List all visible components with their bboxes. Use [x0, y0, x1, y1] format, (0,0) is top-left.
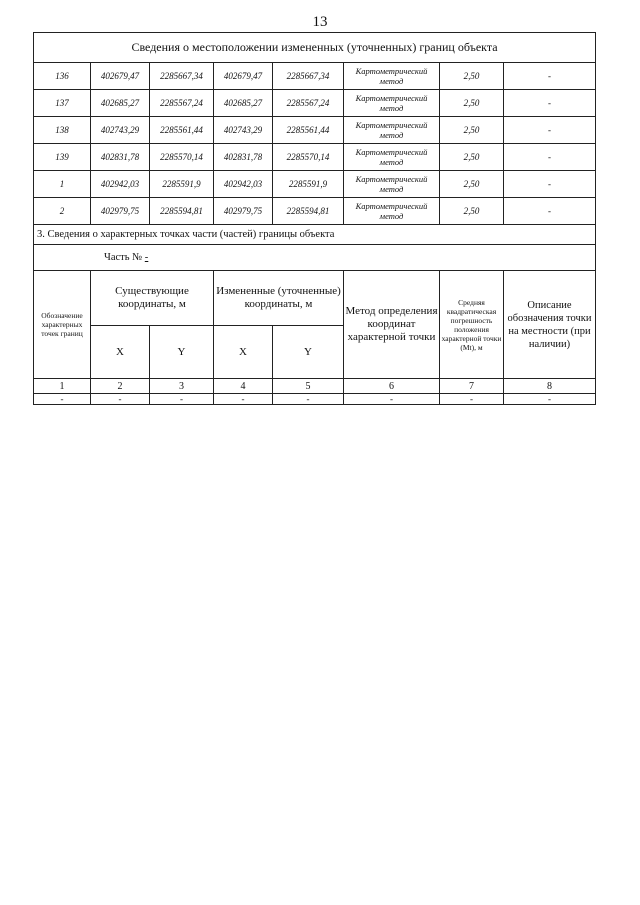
cell-x1: 402679,47: [91, 63, 150, 90]
cell-y1: 2285667,34: [150, 63, 214, 90]
cell-x1: 402942,03: [91, 171, 150, 198]
table-row: [34, 63, 596, 90]
cell-num: 139: [34, 144, 91, 171]
table-row: [34, 144, 596, 171]
cell-desc: -: [504, 117, 596, 144]
cell-x2: 402685,27: [214, 90, 273, 117]
cell-x2: 402831,78: [214, 144, 273, 171]
cell-y1: 2285570,14: [150, 144, 214, 171]
column-number: 8: [504, 379, 596, 394]
header-x-existing: X: [91, 326, 150, 379]
section3-title: 3. Сведения о характерных точках части (частей) границы объекта: [34, 225, 596, 245]
empty-cell: -: [150, 394, 214, 405]
cell-method: Картометрический метод: [344, 117, 440, 144]
empty-cell: -: [344, 394, 440, 405]
boundary-table: [33, 32, 596, 405]
header-changed: Измененные (уточненные) координаты, м: [214, 271, 344, 326]
cell-y1: 2285561,44: [150, 117, 214, 144]
cell-desc: -: [504, 144, 596, 171]
column-number: 6: [344, 379, 440, 394]
cell-y2: 2285594,81: [273, 198, 344, 225]
page-number: 13: [312, 14, 328, 30]
cell-method: Картометрический метод: [344, 90, 440, 117]
part-number: [34, 245, 596, 271]
column-number: 2: [91, 379, 150, 394]
cell-desc: -: [504, 171, 596, 198]
header-existing: Существующие координаты, м: [91, 271, 214, 326]
column-number: 4: [214, 379, 273, 394]
cell-y2: 2285570,14: [273, 144, 344, 171]
empty-cell: -: [504, 394, 596, 405]
empty-cell: -: [91, 394, 150, 405]
column-number: 1: [34, 379, 91, 394]
cell-method: Картометрический метод: [344, 144, 440, 171]
header-description: Описание обозначения точки на местности (при наличии): [504, 271, 596, 379]
cell-mt: 2,50: [440, 171, 504, 198]
cell-y2: 2285561,44: [273, 117, 344, 144]
cell-x1: 402831,78: [91, 144, 150, 171]
column-number: 3: [150, 379, 214, 394]
header-designation: Обозначение характерных точек границ: [34, 271, 91, 379]
cell-method: Картометрический метод: [344, 171, 440, 198]
header-y-changed: Y: [273, 326, 344, 379]
header-method: Метод определения координат характерной точки: [344, 271, 440, 379]
cell-desc: -: [504, 198, 596, 225]
empty-cell: -: [440, 394, 504, 405]
cell-mt: 2,50: [440, 117, 504, 144]
cell-y2: 2285591,9: [273, 171, 344, 198]
cell-x2: 402743,29: [214, 117, 273, 144]
cell-desc: -: [504, 90, 596, 117]
table-row: [34, 117, 596, 144]
header-y-existing: Y: [150, 326, 214, 379]
cell-num: 137: [34, 90, 91, 117]
cell-x1: 402685,27: [91, 90, 150, 117]
cell-num: 136: [34, 63, 91, 90]
cell-x2: 402942,03: [214, 171, 273, 198]
table-row: [34, 198, 596, 225]
cell-method: Картометрический метод: [344, 63, 440, 90]
cell-num: 138: [34, 117, 91, 144]
cell-num: 2: [34, 198, 91, 225]
part-label: Часть №: [104, 252, 143, 263]
empty-cell: -: [34, 394, 91, 405]
cell-y1: 2285594,81: [150, 198, 214, 225]
header-x-changed: X: [214, 326, 273, 379]
cell-mt: 2,50: [440, 63, 504, 90]
table-row: [34, 90, 596, 117]
cell-x1: 402979,75: [91, 198, 150, 225]
cell-mt: 2,50: [440, 144, 504, 171]
part-value: -: [144, 252, 149, 263]
cell-x2: 402679,47: [214, 63, 273, 90]
section-title: Сведения о местоположении измененных (уточненных) границ объекта: [34, 33, 596, 63]
cell-y2: 2285567,24: [273, 90, 344, 117]
empty-cell: -: [214, 394, 273, 405]
column-number: 7: [440, 379, 504, 394]
cell-desc: -: [504, 63, 596, 90]
empty-cell: -: [273, 394, 344, 405]
cell-x1: 402743,29: [91, 117, 150, 144]
cell-num: 1: [34, 171, 91, 198]
column-number: 5: [273, 379, 344, 394]
cell-y2: 2285667,34: [273, 63, 344, 90]
cell-mt: 2,50: [440, 90, 504, 117]
cell-mt: 2,50: [440, 198, 504, 225]
header-mt: Средняя квадратическая погрешность положения характерной точки (Mt), м: [440, 271, 504, 379]
cell-x2: 402979,75: [214, 198, 273, 225]
cell-y1: 2285591,9: [150, 171, 214, 198]
cell-y1: 2285567,24: [150, 90, 214, 117]
table-row: [34, 171, 596, 198]
cell-method: Картометрический метод: [344, 198, 440, 225]
